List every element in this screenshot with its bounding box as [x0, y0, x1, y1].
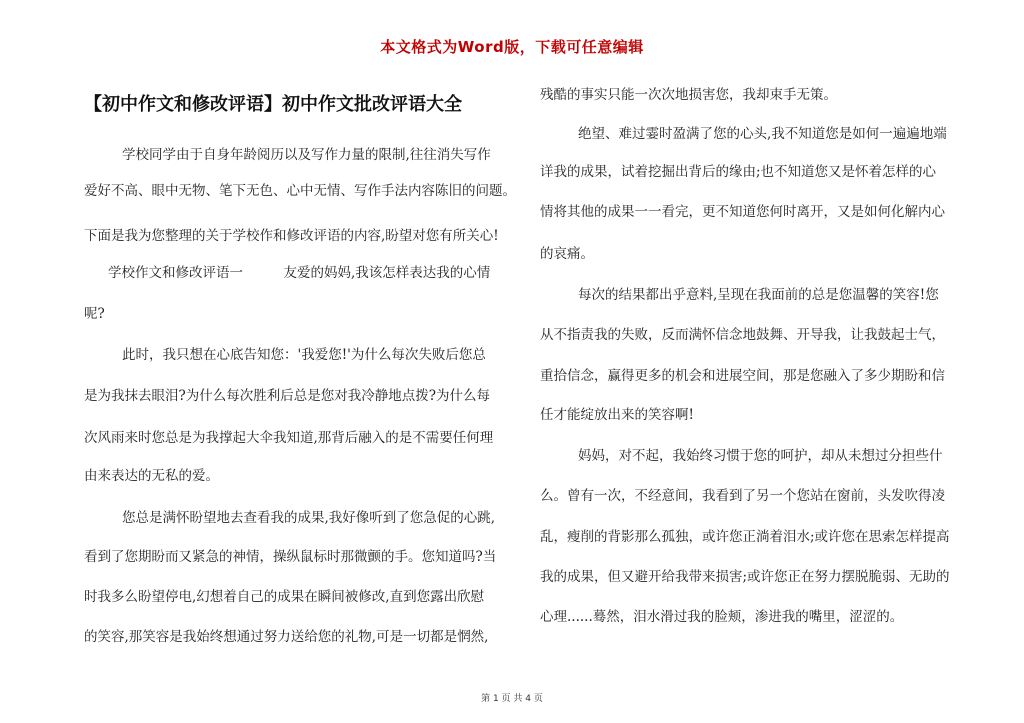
paragraph-line: 乱，瘦削的背影那么孤独，或许您正淌着泪水;或许您在思索怎样提高: [540, 529, 950, 545]
paragraph-line: 的笑容,那笑容是我始终想通过努力送给您的礼物,可是一切都是惘然,: [84, 629, 489, 645]
paragraph-line: 学校同学由于自身年龄阅历以及写作力量的限制,往往消失写作: [122, 147, 491, 163]
paragraph-line: 看到了您期盼而又紧急的神情，操纵鼠标时那微颤的手。您知道吗?当: [84, 549, 497, 565]
article-title: 【初中作文和修改评语】初中作文批改评语大全: [84, 94, 462, 115]
paragraph-line: 您总是满怀盼望地去查看我的成果,我好像听到了您急促的心跳,: [122, 510, 496, 526]
paragraph-line: 情将其他的成果一一看完，更不知道您何时离开，又是如何化解内心: [540, 204, 945, 220]
paragraph-line: 心理......蓦然，泪水滑过我的脸颊，渗进我的嘴里，涩涩的。: [540, 609, 904, 625]
paragraph-line: 任才能绽放出来的笑容啊!: [540, 407, 694, 423]
paragraph-line: 学校作文和修改评语一 友爱的妈妈,我该怎样表达我的心情: [108, 265, 491, 281]
paragraph-line: 我的成果，但又避开给我带来损害;或许您正在努力摆脱脆弱、无助的: [540, 569, 950, 585]
paragraph-line: 残酷的事实只能一次次地损害您，我却束手无策。: [540, 87, 837, 103]
paragraph-line: 妈妈，对不起，我始终习惯于您的呵护，却从未想过分担些什: [578, 448, 943, 464]
page-number: 第 1 页 共 4 页: [481, 694, 543, 704]
paragraph-line: 爱好不高、眼中无物、笔下无色、心中无情、写作手法内容陈旧的问题。: [84, 183, 516, 199]
paragraph-line: 每次的结果都出乎意料,呈现在我面前的总是您温馨的笑容!您: [578, 287, 939, 303]
paragraph-line: 绝望、难过霎时盈满了您的心头,我不知道您是如何一遍遍地端: [578, 126, 947, 142]
word-format-banner: 本文格式为Word版，下载可任意编辑: [380, 38, 644, 56]
paragraph-line: 时我多么盼望停电,幻想着自己的成果在瞬间被修改,直到您露出欣慰: [84, 589, 485, 605]
paragraph-line: 详我的成果，试着挖掘出背后的缘由;也不知道您又是怀着怎样的心: [540, 164, 937, 180]
paragraph-line: 从不指责我的失败，反而满怀信念地鼓舞、开导我，让我鼓起士气，: [540, 327, 945, 343]
paragraph-line: 次风雨来时您总是为我撑起大伞我知道,那背后融入的是不需要任何理: [84, 430, 494, 446]
paragraph-line: 是为我抹去眼泪?为什么每次胜利后总是您对我冷静地点拨?为什么每: [84, 388, 490, 404]
paragraph-line: 的哀痛。: [540, 246, 594, 262]
paragraph-line: 此时，我只想在心底告知您：'我爱您!'为什么每次失败后您总: [122, 347, 486, 363]
paragraph-line: 下面是我为您整理的关于学校作和修改评语的内容,盼望对您有所关心!: [84, 228, 499, 244]
paragraph-line: 由来表达的无私的爱。: [84, 468, 219, 484]
paragraph-line: 重拾信念，赢得更多的机会和进展空间，那是您融入了多少期盼和信: [540, 368, 945, 384]
paragraph-line: 呢?: [84, 306, 105, 322]
paragraph-line: 么。曾有一次，不经意间，我看到了另一个您站在窗前，头发吹得凌: [540, 488, 945, 504]
